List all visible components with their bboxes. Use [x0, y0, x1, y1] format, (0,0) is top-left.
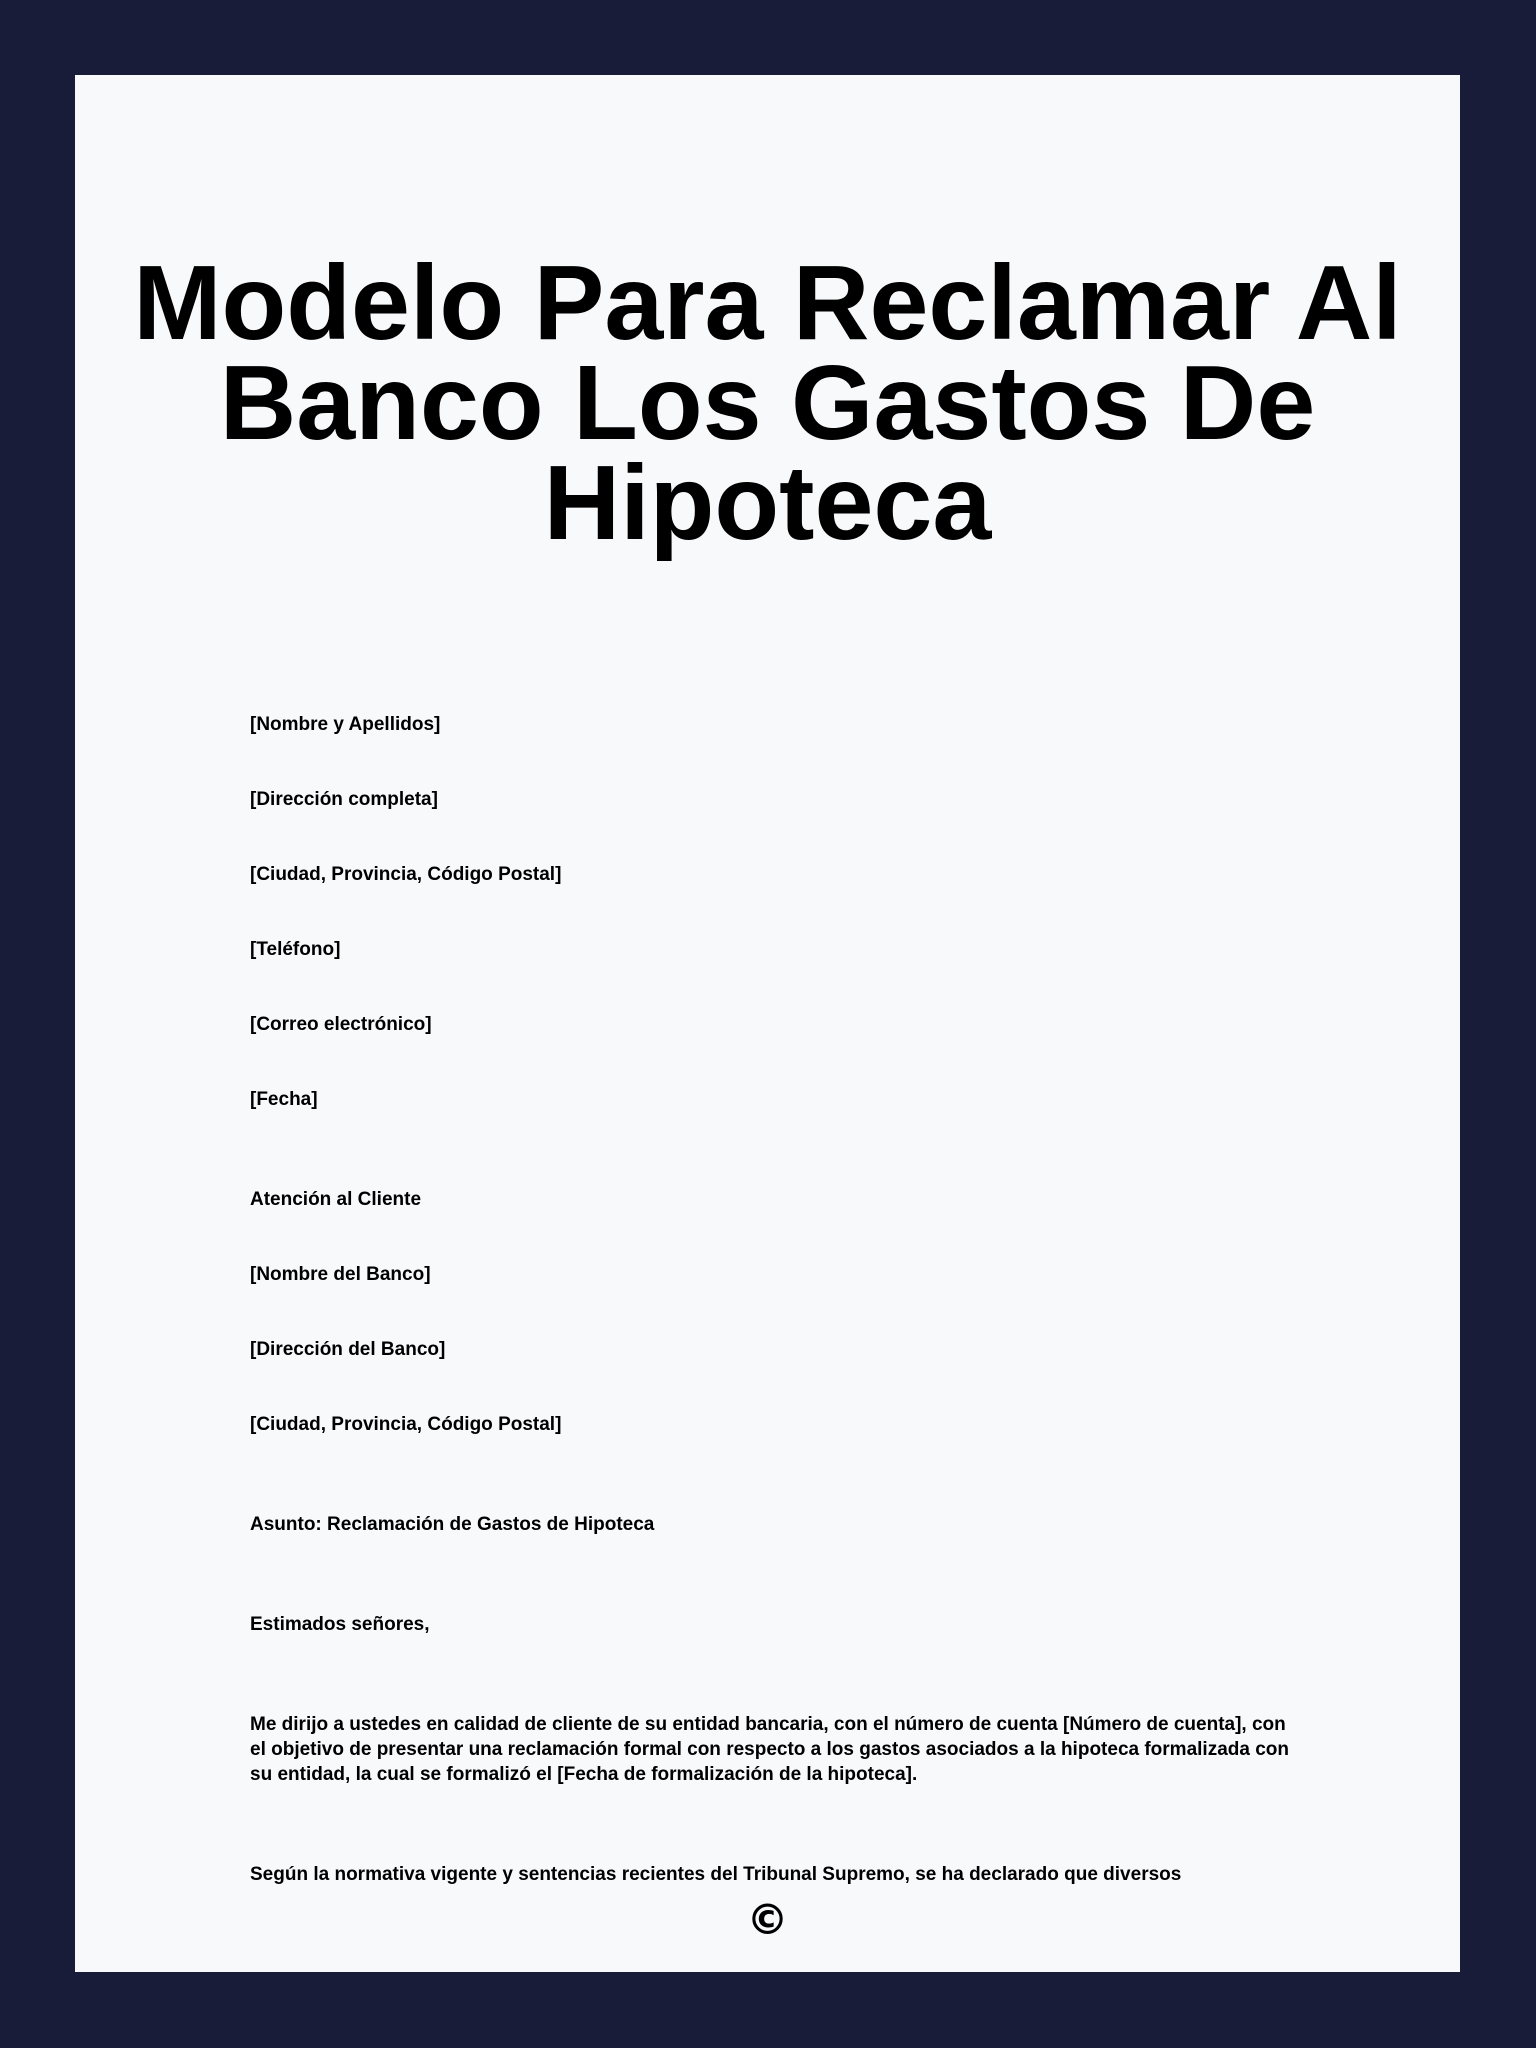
- sender-date: [Fecha]: [250, 1089, 318, 1110]
- copyright-icon: ©: [746, 1895, 789, 1944]
- sender-city: [Ciudad, Provincia, Código Postal]: [250, 864, 562, 885]
- recipient-bank-name: [Nombre del Banco]: [250, 1264, 431, 1285]
- subject-line: Asunto: Reclamación de Gastos de Hipoteca: [250, 1514, 655, 1535]
- sender-email: [Correo electrónico]: [250, 1014, 432, 1035]
- document-title: Modelo Para Reclamar Al Banco Los Gastos De Hipoteca: [133, 244, 1402, 562]
- sender-name: [Nombre y Apellidos]: [250, 714, 441, 735]
- document-page: [75, 75, 1460, 1972]
- greeting: Estimados señores,: [250, 1614, 430, 1635]
- body-paragraph-1: Me dirijo a ustedes en calidad de cliente de su entidad bancaria, con el número de cuenta [Número de cuenta], con el objetivo de presentar una reclamación formal con respecto a los gastos asociados a la hipoteca formalizada con su entidad, la cual se formalizó el [Fecha de formalización de la hipoteca].: [250, 1714, 1289, 1785]
- recipient-city: [Ciudad, Provincia, Código Postal]: [250, 1414, 562, 1435]
- sender-address: [Dirección completa]: [250, 789, 438, 810]
- recipient-department: Atención al Cliente: [250, 1189, 422, 1210]
- body-paragraph-2: Según la normativa vigente y sentencias recientes del Tribunal Supremo, se ha declarado que diversos: [250, 1864, 1182, 1885]
- sender-phone: [Teléfono]: [250, 939, 341, 960]
- recipient-bank-address: [Dirección del Banco]: [250, 1339, 446, 1360]
